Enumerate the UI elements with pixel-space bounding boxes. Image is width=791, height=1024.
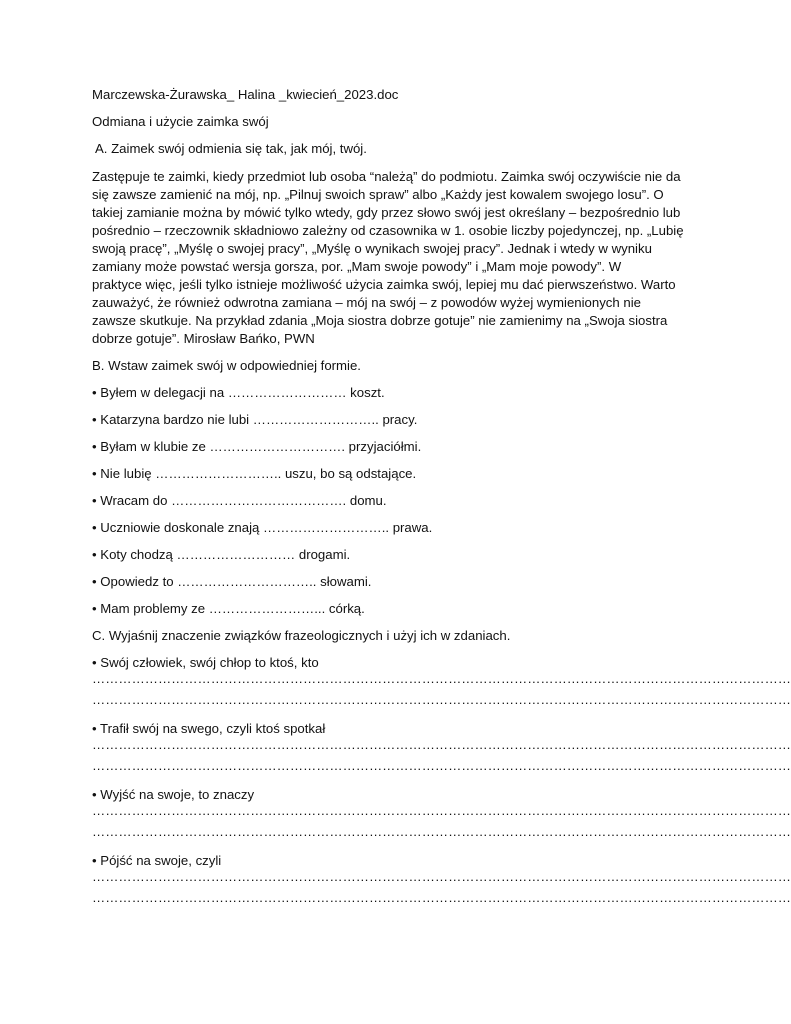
exercise-c-item [92, 852, 791, 912]
explanation-paragraph [92, 168, 684, 348]
exercise-b-item: • Katarzyna bardzo nie lubi ……………………….. pracy. [92, 412, 418, 427]
answer-line[interactable]: …………………………………………………………………………………………………………………………………………… [92, 692, 791, 707]
exercise-b-item: • Wracam do …………………………………. domu. [92, 493, 387, 508]
paragraph-line: swoją pracę”, „Myślę o swojej pracy”, „Myślę o wynikach swojej pracy”. Jednak i wtedy w wyniku [92, 241, 652, 256]
section-c-heading: C. Wyjaśnij znaczenie związków frazeologicznych i użyj ich w zdaniach. [92, 628, 511, 643]
paragraph-line: takiej zamianie można by mówić tylko wtedy, gdy przez słowo swój jest określany – bezpośrednio lub [92, 205, 681, 220]
answer-line[interactable]: …………………………………………………………………………………………………………………………………………… [92, 758, 791, 773]
exercise-b-item: • Byłem w delegacji na ……………………… koszt. [92, 385, 385, 400]
answer-line[interactable]: …………………………………………………………………………………………………………………………………………… [92, 890, 791, 905]
section-a-heading: A. Zaimek swój odmienia się tak, jak mój, twój. [95, 141, 367, 156]
exercise-b-item: • Mam problemy ze ……………………... córką. [92, 601, 365, 616]
exercise-b-item: • Byłam w klubie ze …………………………. przyjaciółmi. [92, 439, 422, 454]
document-title: Odmiana i użycie zaimka swój [92, 114, 269, 129]
exercise-c-prompt: • Wyjść na swoje, to znaczy [92, 787, 255, 802]
exercise-b-item: • Uczniowie doskonale znają ……………………….. prawa. [92, 520, 433, 535]
answer-line[interactable]: …………………………………………………………………………………………………………………………………………… [92, 824, 791, 839]
exercise-c-prompt: • Trafił swój na swego, czyli ktoś spotkał [92, 721, 326, 736]
exercise-c-item [92, 720, 791, 780]
answer-line[interactable]: …………………………………………………………………………………………………………………………………………… [92, 737, 791, 752]
exercise-c-item [92, 654, 791, 714]
exercise-b-item: • Nie lubię ……………………….. uszu, bo są odstające. [92, 466, 417, 481]
paragraph-line: praktyce więc, jeśli tylko istnieje możliwość użycia zaimka swój, lepiej mu dać pierwszeństwo. Warto [92, 277, 676, 292]
exercise-b-item: • Koty chodzą ……………………… drogami. [92, 547, 351, 562]
paragraph-line: pośrednio – rzeczownik składniowo zależny od czasownika w 1. osobie liczby pojedynczej, np. „Lubię [92, 223, 684, 238]
answer-line[interactable]: …………………………………………………………………………………………………………………………………………… [92, 869, 791, 884]
paragraph-line: dobrze gotuje”. Mirosław Bańko, PWN [92, 331, 315, 346]
exercise-c-prompt: • Pójść na swoje, czyli [92, 853, 222, 868]
document-filename: Marczewska-Żurawska_ Halina _kwiecień_2023.doc [92, 87, 399, 102]
document-page [92, 86, 791, 912]
answer-line[interactable]: …………………………………………………………………………………………………………………………………………… [92, 671, 791, 686]
exercise-c-item [92, 786, 791, 846]
paragraph-line: zauważyć, że również odwrotna zamiana – mój na swój – z powodów wyżej wymienionych nie [92, 295, 642, 310]
exercise-c-prompt: • Swój człowiek, swój chłop to ktoś, kto [92, 655, 319, 670]
paragraph-line: się zawsze zamienić na mój, np. „Pilnuj swoich spraw” albo „Każdy jest kowalem swojego losu”. O [92, 187, 664, 202]
exercise-b-item: • Opowiedz to ………………………….. słowami. [92, 574, 372, 589]
paragraph-line: Zastępuje te zaimki, kiedy przedmiot lub osoba “należą” do podmiotu. Zaimka swój oczywiście nie da [92, 169, 681, 184]
answer-line[interactable]: …………………………………………………………………………………………………………………………………………… [92, 803, 791, 818]
paragraph-line: zawsze skutkuje. Na przykład zdania „Moja siostra dobrze gotuje” nie zamienimy na „Swoja siostra [92, 313, 668, 328]
paragraph-line: zamiany może powstać wersja gorsza, por. „Mam swoje powody” i „Mam moje powody”. W [92, 259, 622, 274]
section-b-heading: B. Wstaw zaimek swój w odpowiedniej formie. [92, 358, 361, 373]
